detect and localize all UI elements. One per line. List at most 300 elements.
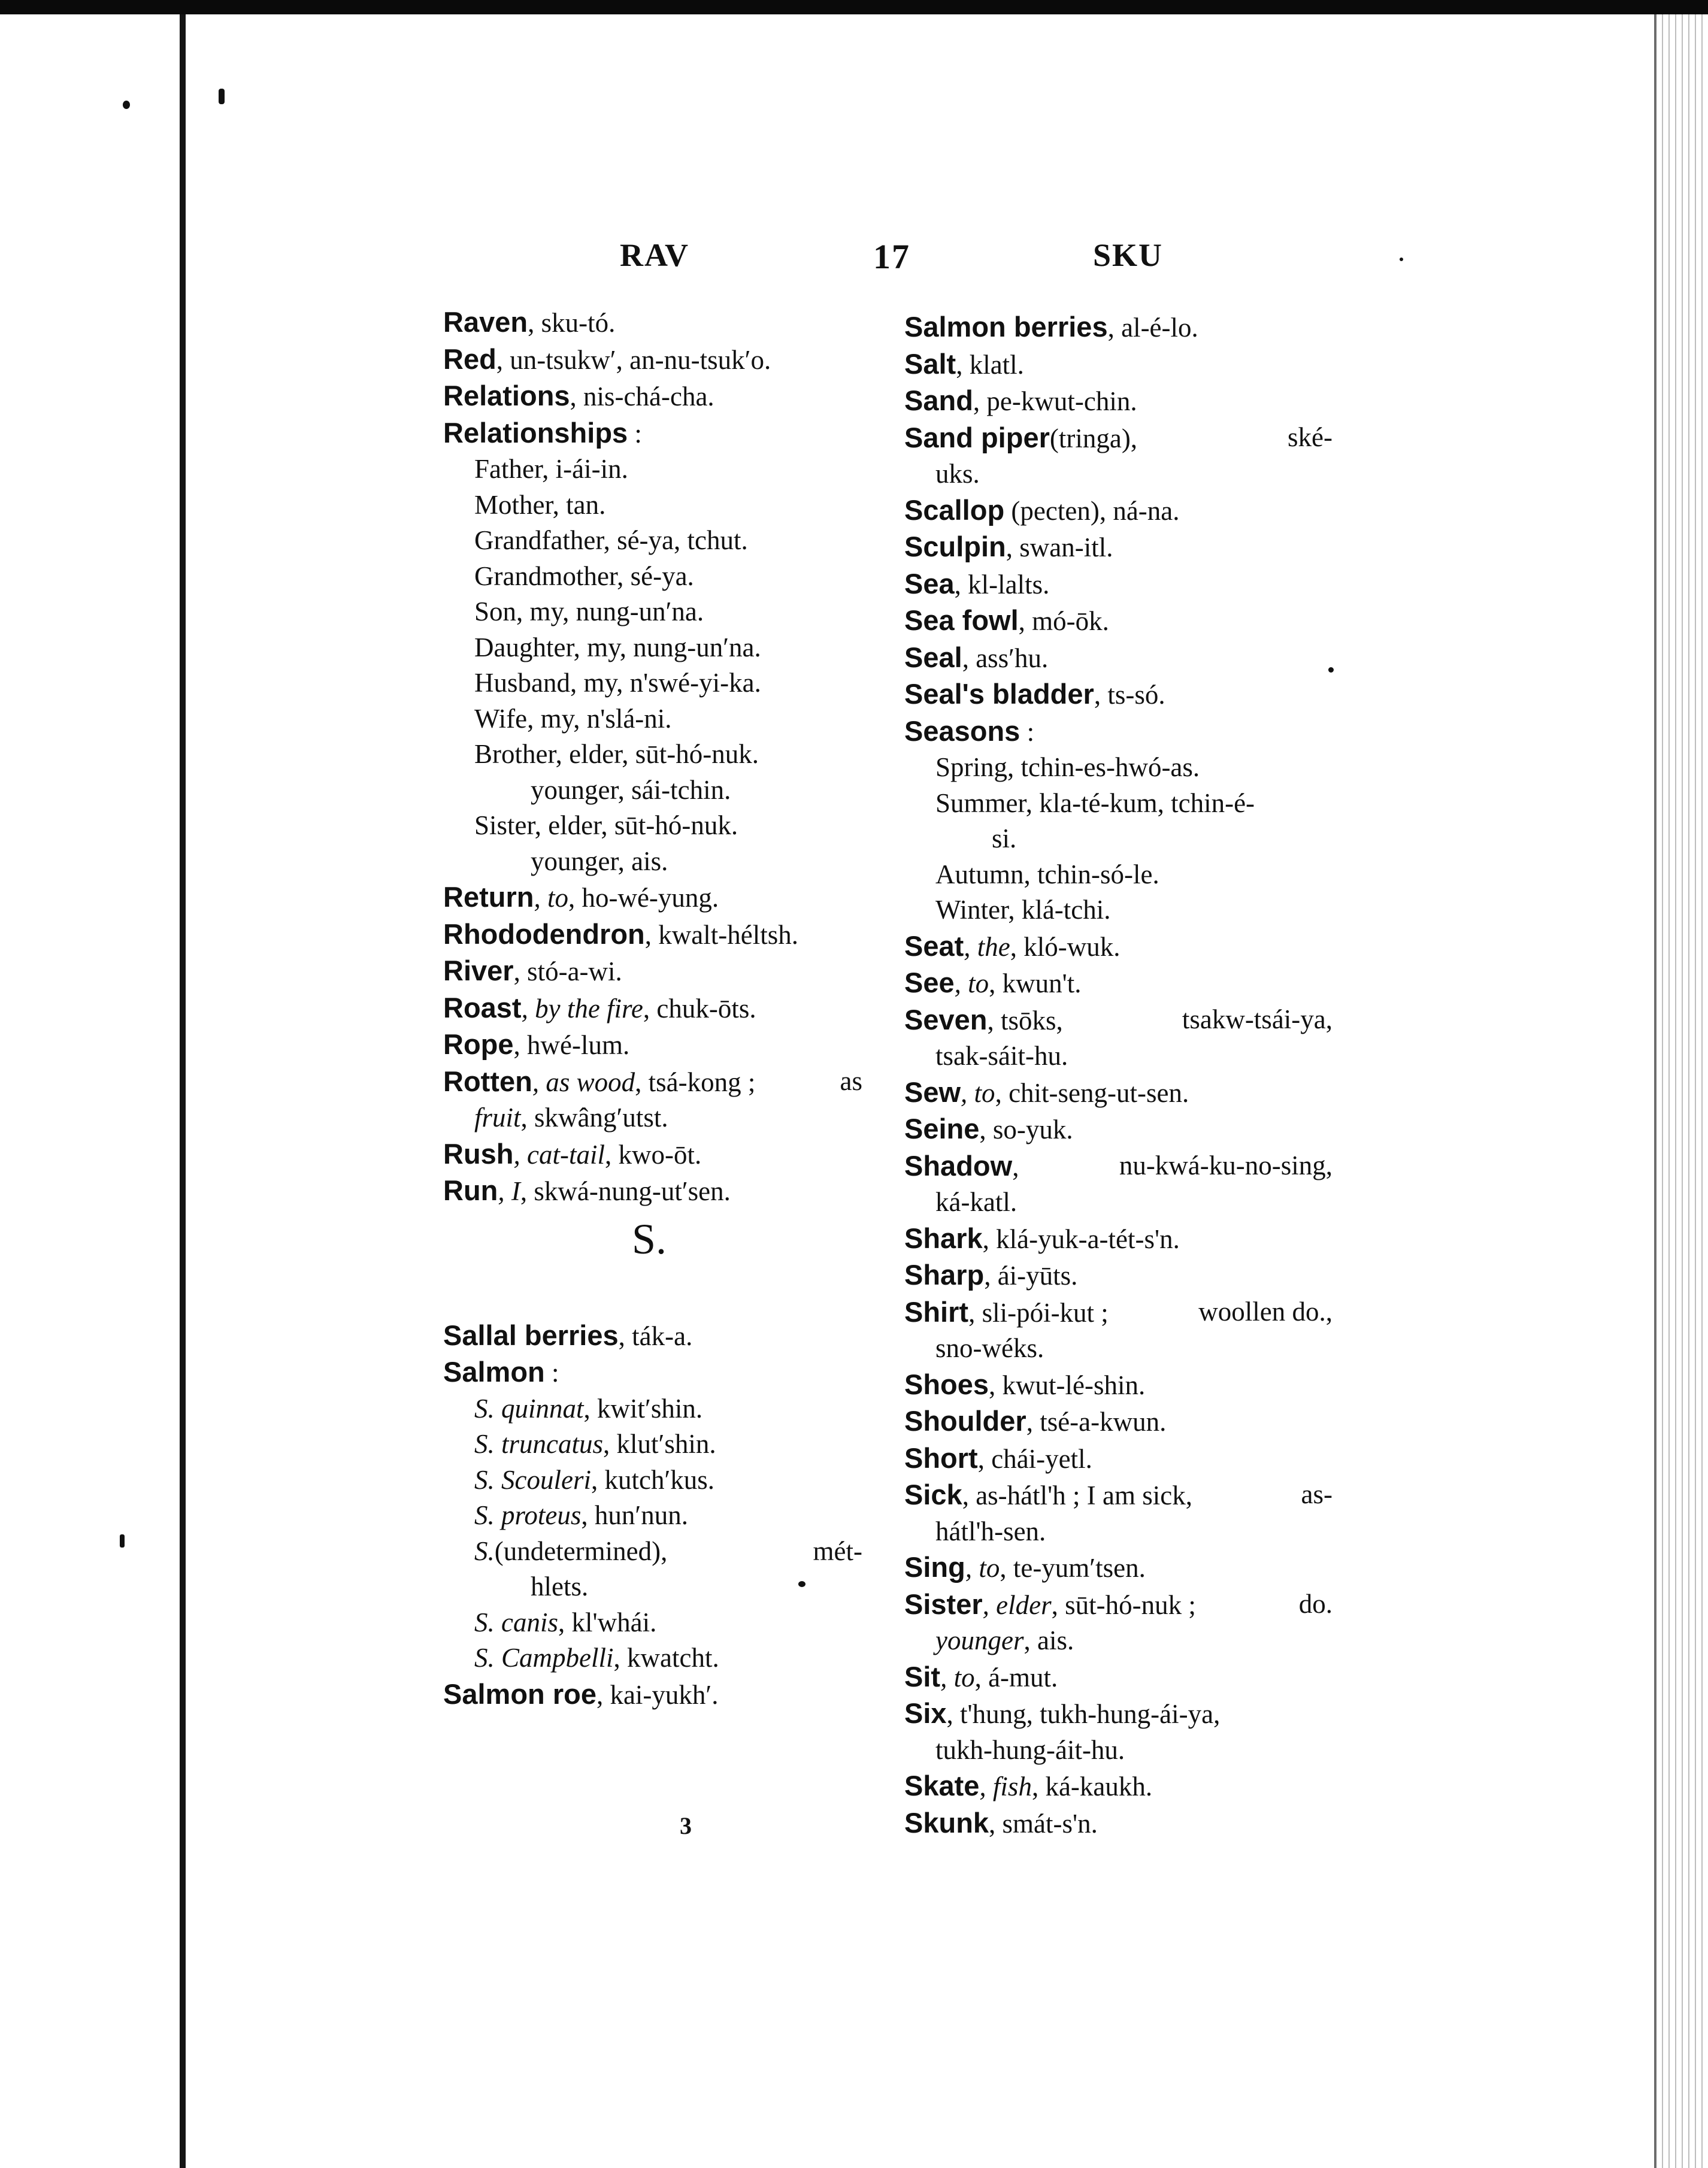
entry-body	[935, 752, 1200, 782]
entry-continuation: as	[840, 1065, 862, 1096]
entry-headword: Seal's bladder	[904, 678, 1094, 710]
entry-headword: Short	[904, 1442, 978, 1474]
entry-headword: Rhododendron	[443, 918, 645, 950]
entry-translation: Son, my, nung-un′na.	[474, 596, 704, 626]
entry-body	[443, 1321, 692, 1351]
entry-translation: , ho-wé-yung.	[568, 883, 719, 913]
entry-gloss: , to	[940, 1662, 975, 1692]
signature-mark: 3	[680, 1812, 692, 1839]
section-heading	[443, 1210, 862, 1318]
entry-headword: Relationships	[443, 416, 628, 449]
dictionary-entry	[904, 346, 1333, 383]
dictionary-entry	[443, 953, 862, 990]
entry-body	[935, 1333, 1044, 1363]
dictionary-entry	[904, 1440, 1333, 1477]
entry-translation: Husband, my, n'swé-yi-ka.	[474, 668, 761, 698]
dictionary-entry	[443, 452, 862, 488]
entry-translation: Spring, tchin-es-hwó-as.	[935, 752, 1200, 782]
entry-body	[935, 1516, 1046, 1546]
dictionary-entry	[443, 1391, 862, 1427]
entry-headword: Sand piper	[904, 421, 1050, 453]
dictionary-entry	[443, 415, 862, 452]
dictionary-entry	[904, 1148, 1333, 1185]
entry-translation: , t'hung, tukh-hung-ái-ya,	[946, 1699, 1221, 1729]
entry-headword: Sculpin	[904, 531, 1006, 562]
entry-continuation: ské-	[1288, 422, 1333, 452]
dictionary-entry	[904, 1038, 1333, 1074]
entry-headword: Rope	[443, 1028, 514, 1060]
entry-gloss: , by the fire	[521, 993, 643, 1024]
dictionary-entry	[904, 640, 1333, 677]
entry-translation: , ais.	[1023, 1625, 1074, 1655]
entry-body	[443, 991, 756, 1024]
dictionary-entry	[443, 378, 862, 415]
entry-translation: , ts-só.	[1094, 680, 1165, 710]
entry-translation: tsak-sáit-hu.	[935, 1041, 1068, 1071]
header-left-guideword: RAV	[620, 237, 690, 273]
dictionary-entry	[443, 341, 862, 379]
dictionary-entry	[904, 1659, 1333, 1696]
entry-translation: , hwé-lum.	[513, 1030, 630, 1060]
entry-translation: , ká-kaukh.	[1031, 1772, 1153, 1801]
entry-translation: , as-hátl'h ; I am sick,	[962, 1480, 1192, 1510]
entry-body	[935, 1041, 1068, 1071]
dictionary-entry	[904, 1514, 1333, 1550]
entry-headword: Six	[904, 1697, 947, 1729]
dictionary-entry	[904, 529, 1333, 566]
entry-body	[904, 1002, 1063, 1039]
entry-body	[443, 1680, 719, 1710]
dictionary-entry	[904, 383, 1333, 420]
entry-continuation: woollen do.,	[1198, 1296, 1333, 1327]
entry-translation: , tsá-kong ;	[635, 1067, 756, 1097]
entry-translation: , hun′nun.	[581, 1500, 688, 1530]
entry-translation: , kutch′kus.	[590, 1464, 715, 1495]
entry-body	[904, 1699, 1220, 1729]
page-edge-stack	[1659, 14, 1708, 2168]
entry-translation: , ták-a.	[618, 1321, 693, 1351]
entry-headword: Sea fowl	[904, 604, 1019, 636]
entry-headword: Rotten	[443, 1065, 532, 1097]
dictionary-entry	[904, 1257, 1333, 1294]
dictionary-entry	[904, 1221, 1333, 1258]
dictionary-entry	[904, 750, 1333, 786]
entry-body	[443, 381, 714, 411]
entry-headword: Seine	[904, 1113, 980, 1144]
entry-translation: , tsōks,	[987, 1005, 1063, 1035]
entry-body	[904, 1261, 1077, 1291]
entry-body	[904, 1370, 1145, 1400]
entry-body	[935, 859, 1159, 889]
entry-body	[935, 1735, 1125, 1765]
entry-translation: , ái-yūts.	[984, 1261, 1078, 1291]
entry-body	[904, 1806, 1098, 1839]
entry-body	[474, 1103, 668, 1133]
entry-translation: younger, sái-tchin.	[531, 774, 731, 805]
entry-translation: , nis-chá-cha.	[570, 381, 714, 411]
entry-body	[474, 632, 761, 662]
dictionary-entry	[443, 1534, 862, 1570]
dictionary-entry	[443, 1354, 862, 1391]
entry-translation: , swan-itl.	[1006, 532, 1113, 562]
entry-gloss: , the	[964, 931, 1010, 962]
header-right-guideword: SKU	[1093, 237, 1164, 273]
entry-body	[904, 1224, 1180, 1254]
entry-translation: , te-yum′tsen.	[1000, 1553, 1146, 1583]
entry-translation: (tringa),	[1049, 423, 1138, 453]
entry-headword: Scallop	[904, 493, 1005, 526]
entry-translation: Wife, my, n'slá-ni.	[474, 703, 672, 734]
entry-body	[935, 459, 980, 489]
r-entries	[443, 304, 862, 1210]
dictionary-entry	[904, 821, 1333, 857]
entry-body	[474, 1534, 667, 1570]
dictionary-entry	[443, 808, 862, 844]
entry-gloss: , as wood	[532, 1067, 635, 1097]
entry-headword: Skate	[904, 1770, 980, 1801]
page-number: 17	[873, 237, 910, 276]
dictionary-entry	[904, 1002, 1333, 1039]
dictionary-entry	[443, 665, 862, 701]
entry-translation: ká-katl.	[935, 1187, 1017, 1217]
entry-translation: (undetermined),	[494, 1536, 668, 1566]
dictionary-entry	[904, 420, 1333, 457]
entry-body	[531, 846, 668, 876]
entry-headword: Sister	[904, 1588, 983, 1620]
dictionary-entry	[443, 701, 862, 737]
dictionary-entry	[443, 773, 862, 809]
entry-body	[443, 1137, 702, 1170]
dictionary-entry	[904, 1367, 1333, 1404]
dictionary-entry	[904, 309, 1333, 346]
entry-gloss: S.	[474, 1536, 495, 1566]
entry-headword: Seasons	[904, 714, 1020, 747]
entry-body	[474, 490, 605, 520]
entry-continuation: do.	[1298, 1588, 1333, 1619]
entry-body	[904, 1115, 1073, 1144]
entry-body	[531, 1572, 588, 1601]
entry-headword: Seal	[904, 641, 962, 673]
dictionary-entry	[443, 1676, 862, 1713]
entry-headword: Sew	[904, 1076, 961, 1108]
dictionary-entry	[443, 304, 862, 341]
entry-continuation: mét-	[813, 1536, 862, 1566]
entry-translation: :	[1020, 716, 1035, 747]
entry-gloss: S. Scouleri	[474, 1464, 591, 1495]
dictionary-entry	[904, 1294, 1333, 1331]
entry-translation: hlets.	[531, 1572, 589, 1601]
entry-translation: , ass′hu.	[962, 643, 1049, 673]
dictionary-entry	[904, 1549, 1333, 1586]
entry-body	[474, 1394, 702, 1424]
dictionary-entry	[904, 602, 1333, 640]
facing-page-margin	[0, 14, 180, 2168]
entry-body	[443, 920, 798, 950]
entry-body	[904, 714, 1035, 747]
entry-translation: :	[544, 1358, 559, 1388]
dictionary-entry	[443, 1136, 862, 1173]
entry-body	[474, 1429, 716, 1459]
entry-translation: , so-yuk.	[979, 1115, 1073, 1144]
entry-headword: Shoulder	[904, 1405, 1026, 1437]
entry-translation: Summer, kla-té-kum, tchin-é-	[935, 788, 1255, 818]
dictionary-entry	[443, 559, 862, 595]
dictionary-entry	[443, 523, 862, 559]
entry-body	[443, 1358, 559, 1388]
dictionary-entry	[904, 1111, 1333, 1148]
dictionary-entry	[904, 456, 1333, 492]
entry-body	[474, 525, 748, 555]
entry-translation: ,	[1012, 1151, 1019, 1182]
dictionary-entry	[904, 786, 1333, 822]
entry-headword: Sing	[904, 1551, 965, 1583]
dictionary-entry	[443, 1569, 862, 1605]
dictionary-entry	[443, 737, 862, 773]
entry-body	[904, 929, 1121, 962]
entry-translation: Sister, elder, sūt-hó-nuk.	[474, 810, 738, 840]
dictionary-entry	[443, 1173, 862, 1210]
entry-translation: Winter, klá-tchi.	[935, 895, 1111, 925]
entry-headword: Salmon	[443, 1356, 545, 1388]
entry-headword: Salmon berries	[904, 311, 1108, 343]
section-letter: S.	[632, 1215, 667, 1263]
entry-translation: , smát-s'n.	[989, 1808, 1098, 1839]
dictionary-entry	[443, 1498, 862, 1534]
entry-body	[474, 704, 672, 734]
entry-translation: :	[628, 418, 642, 449]
entry-gloss: younger	[935, 1625, 1024, 1655]
entry-body	[474, 1643, 719, 1673]
entry-body	[904, 606, 1109, 636]
dictionary-entry	[904, 1477, 1333, 1514]
entry-translation: , chái-yetl.	[977, 1443, 1092, 1474]
entry-body	[904, 1078, 1189, 1108]
entry-translation: Brother, elder, sūt-hó-nuk.	[474, 739, 759, 769]
entry-gloss: , to	[534, 883, 568, 913]
entry-gloss: , to	[961, 1077, 995, 1108]
entry-gloss: fruit	[474, 1103, 521, 1133]
entry-body	[904, 313, 1198, 343]
entry-gloss: , to	[954, 968, 989, 998]
entry-body	[904, 1148, 1019, 1185]
s-entries-right	[904, 309, 1333, 1842]
dictionary-entry	[443, 1100, 862, 1136]
entry-translation: Mother, tan.	[474, 489, 606, 520]
entry-body	[474, 739, 759, 769]
dictionary-entry	[904, 892, 1333, 928]
entry-translation: uks.	[935, 459, 980, 489]
entry-body	[904, 1444, 1092, 1474]
entry-translation: , pe-kwut-chin.	[973, 386, 1137, 416]
entry-body	[474, 1607, 656, 1637]
entry-body	[474, 810, 738, 840]
dictionary-entry	[904, 1586, 1333, 1624]
entry-headword: Sick	[904, 1479, 962, 1510]
entry-body	[904, 1660, 1058, 1692]
dictionary-entry	[904, 1805, 1333, 1842]
entry-body	[904, 1586, 1196, 1624]
entry-gloss: S. proteus	[474, 1500, 582, 1530]
entry-translation: Grandmother, sé-ya.	[474, 561, 694, 591]
ink-speck	[123, 101, 130, 109]
entry-headword: Salmon roe	[443, 1678, 596, 1710]
entry-translation: hátl'h-sen.	[935, 1516, 1046, 1546]
dictionary-entry	[443, 1640, 862, 1676]
entry-body	[531, 775, 731, 805]
entry-continuation: nu-kwá-ku-no-sing,	[1119, 1150, 1333, 1180]
entry-translation: , skwâng′utst.	[520, 1103, 668, 1133]
dictionary-entry	[443, 1427, 862, 1463]
entry-translation: , kwo-ōt.	[604, 1139, 702, 1170]
dictionary-entry	[904, 965, 1333, 1002]
dictionary-entry	[443, 488, 862, 523]
entry-body	[935, 1625, 1074, 1655]
dictionary-entry	[443, 844, 862, 880]
entry-body	[904, 347, 1024, 380]
entry-headword: Shadow	[904, 1149, 1013, 1182]
entry-translation: , klatl.	[956, 349, 1024, 380]
entry-body	[443, 883, 719, 913]
entry-headword: Salt	[904, 347, 956, 380]
entry-headword: Shirt	[904, 1295, 969, 1328]
entry-headword: See	[904, 967, 955, 998]
right-column	[904, 309, 1333, 1842]
dictionary-entry	[443, 1027, 862, 1064]
dictionary-entry	[443, 1318, 862, 1355]
entry-translation: younger, ais.	[531, 846, 668, 876]
entry-headword: Run	[443, 1174, 498, 1206]
entry-body	[474, 1500, 688, 1530]
entry-body	[443, 308, 615, 338]
entry-translation: tukh-hung-áit-hu.	[935, 1734, 1125, 1765]
dictionary-entry	[904, 1695, 1333, 1733]
dictionary-entry	[443, 630, 862, 666]
dictionary-entry	[443, 1463, 862, 1498]
ink-speck	[120, 1534, 125, 1548]
entry-body	[474, 561, 694, 591]
entry-translation: (pecten), ná-na.	[1004, 495, 1180, 526]
entry-headword: Sharp	[904, 1259, 985, 1291]
dictionary-entry	[443, 594, 862, 630]
entry-translation: , chit-seng-ut-sen.	[995, 1077, 1189, 1108]
s-entries-left	[443, 1318, 862, 1713]
entry-translation: , sūt-hó-nuk ;	[1051, 1589, 1196, 1620]
entry-body	[443, 1064, 755, 1101]
entry-body	[443, 345, 771, 375]
entry-gloss: , cat-tail	[513, 1139, 605, 1170]
entry-translation: , skwá-nung-ut′sen.	[520, 1176, 731, 1206]
entry-gloss: S. quinnat	[474, 1393, 584, 1424]
entry-translation: , kwalt-héltsh.	[644, 919, 798, 950]
entry-body	[474, 668, 761, 698]
ink-speck	[219, 89, 225, 104]
entry-translation: , kl'whái.	[558, 1607, 657, 1637]
entry-body	[474, 454, 628, 484]
entry-body	[992, 823, 1016, 853]
entry-translation: , kai-yukh′.	[596, 1679, 719, 1710]
entry-translation: , kwatcht.	[613, 1643, 719, 1673]
entry-headword: Red	[443, 343, 496, 375]
entry-body	[904, 567, 1050, 599]
entry-translation: , kló-wuk.	[1010, 931, 1121, 962]
entry-body	[443, 1030, 629, 1060]
dictionary-entry	[904, 676, 1333, 713]
entry-body	[904, 643, 1048, 673]
dictionary-entry	[904, 1733, 1333, 1769]
entry-gloss: , fish	[979, 1772, 1032, 1801]
entry-headword: Shoes	[904, 1368, 989, 1400]
entry-gloss: S. Campbelli	[474, 1643, 614, 1673]
entry-translation: Daughter, my, nung-un′na.	[474, 632, 761, 662]
dictionary-entry	[443, 1064, 862, 1101]
entry-body	[904, 1772, 1152, 1801]
entry-headword: Return	[443, 881, 534, 913]
entry-translation: Grandfather, sé-ya, tchut.	[474, 525, 748, 555]
entry-translation: , sku-tó.	[528, 308, 616, 338]
entry-gloss: , to	[965, 1553, 1000, 1583]
entry-headword: Roast	[443, 991, 522, 1024]
entry-translation: , á-mut.	[974, 1662, 1058, 1692]
entry-continuation: tsakw-tsái-ya,	[1182, 1004, 1333, 1034]
entry-headword: Skunk	[904, 1806, 989, 1839]
entry-headword: River	[443, 955, 514, 986]
entry-headword: Sea	[904, 567, 955, 599]
entry-translation: , klut′shin.	[603, 1429, 716, 1459]
dictionary-entry	[904, 492, 1333, 529]
entry-headword: Rush	[443, 1137, 514, 1170]
dictionary-entry	[443, 916, 862, 953]
dictionary-entry	[904, 1074, 1333, 1112]
entry-gloss: S. truncatus	[474, 1429, 604, 1459]
entry-gloss: , I	[498, 1176, 520, 1206]
entry-translation: si.	[992, 823, 1017, 853]
entry-translation: , un-tsukw′, an-nu-tsuk′o.	[496, 344, 771, 375]
entry-gloss: , elder	[982, 1589, 1052, 1620]
left-column	[443, 304, 862, 1713]
page-edge-shadow	[1654, 14, 1656, 2168]
dictionary-entry	[904, 857, 1333, 893]
entry-body	[904, 968, 1082, 998]
entry-headword: Sit	[904, 1660, 941, 1692]
entry-body	[904, 1477, 1192, 1514]
entry-headword: Seven	[904, 1003, 988, 1035]
entry-translation: , sli-pói-kut ;	[968, 1297, 1109, 1328]
dictionary-entry	[443, 1605, 862, 1641]
entry-body	[904, 386, 1137, 416]
dictionary-entry	[904, 1331, 1333, 1367]
entry-body	[904, 1294, 1109, 1331]
entry-body	[904, 1553, 1146, 1583]
entry-body	[904, 493, 1180, 526]
entry-body	[904, 1407, 1166, 1437]
dictionary-entry	[904, 566, 1333, 603]
entry-body	[904, 420, 1137, 457]
entry-translation: , klá-yuk-a-tét-s'n.	[982, 1224, 1180, 1254]
entry-translation: , kwun't.	[989, 968, 1082, 998]
entry-translation: , al-é-lo.	[1107, 313, 1198, 343]
entry-translation: sno-wéks.	[935, 1333, 1044, 1363]
dictionary-entry	[443, 990, 862, 1027]
entry-gloss: S. canis	[474, 1607, 558, 1637]
dictionary-entry	[904, 1768, 1333, 1805]
entry-headword: Sallal berries	[443, 1319, 619, 1351]
dictionary-entry	[443, 879, 862, 916]
entry-translation: , stó-a-wi.	[513, 956, 622, 986]
entry-translation: , chuk-ōts.	[643, 993, 756, 1024]
entry-translation: Father, i-ái-in.	[474, 454, 628, 484]
dictionary-entry	[904, 928, 1333, 965]
entry-headword: Seat	[904, 929, 964, 962]
